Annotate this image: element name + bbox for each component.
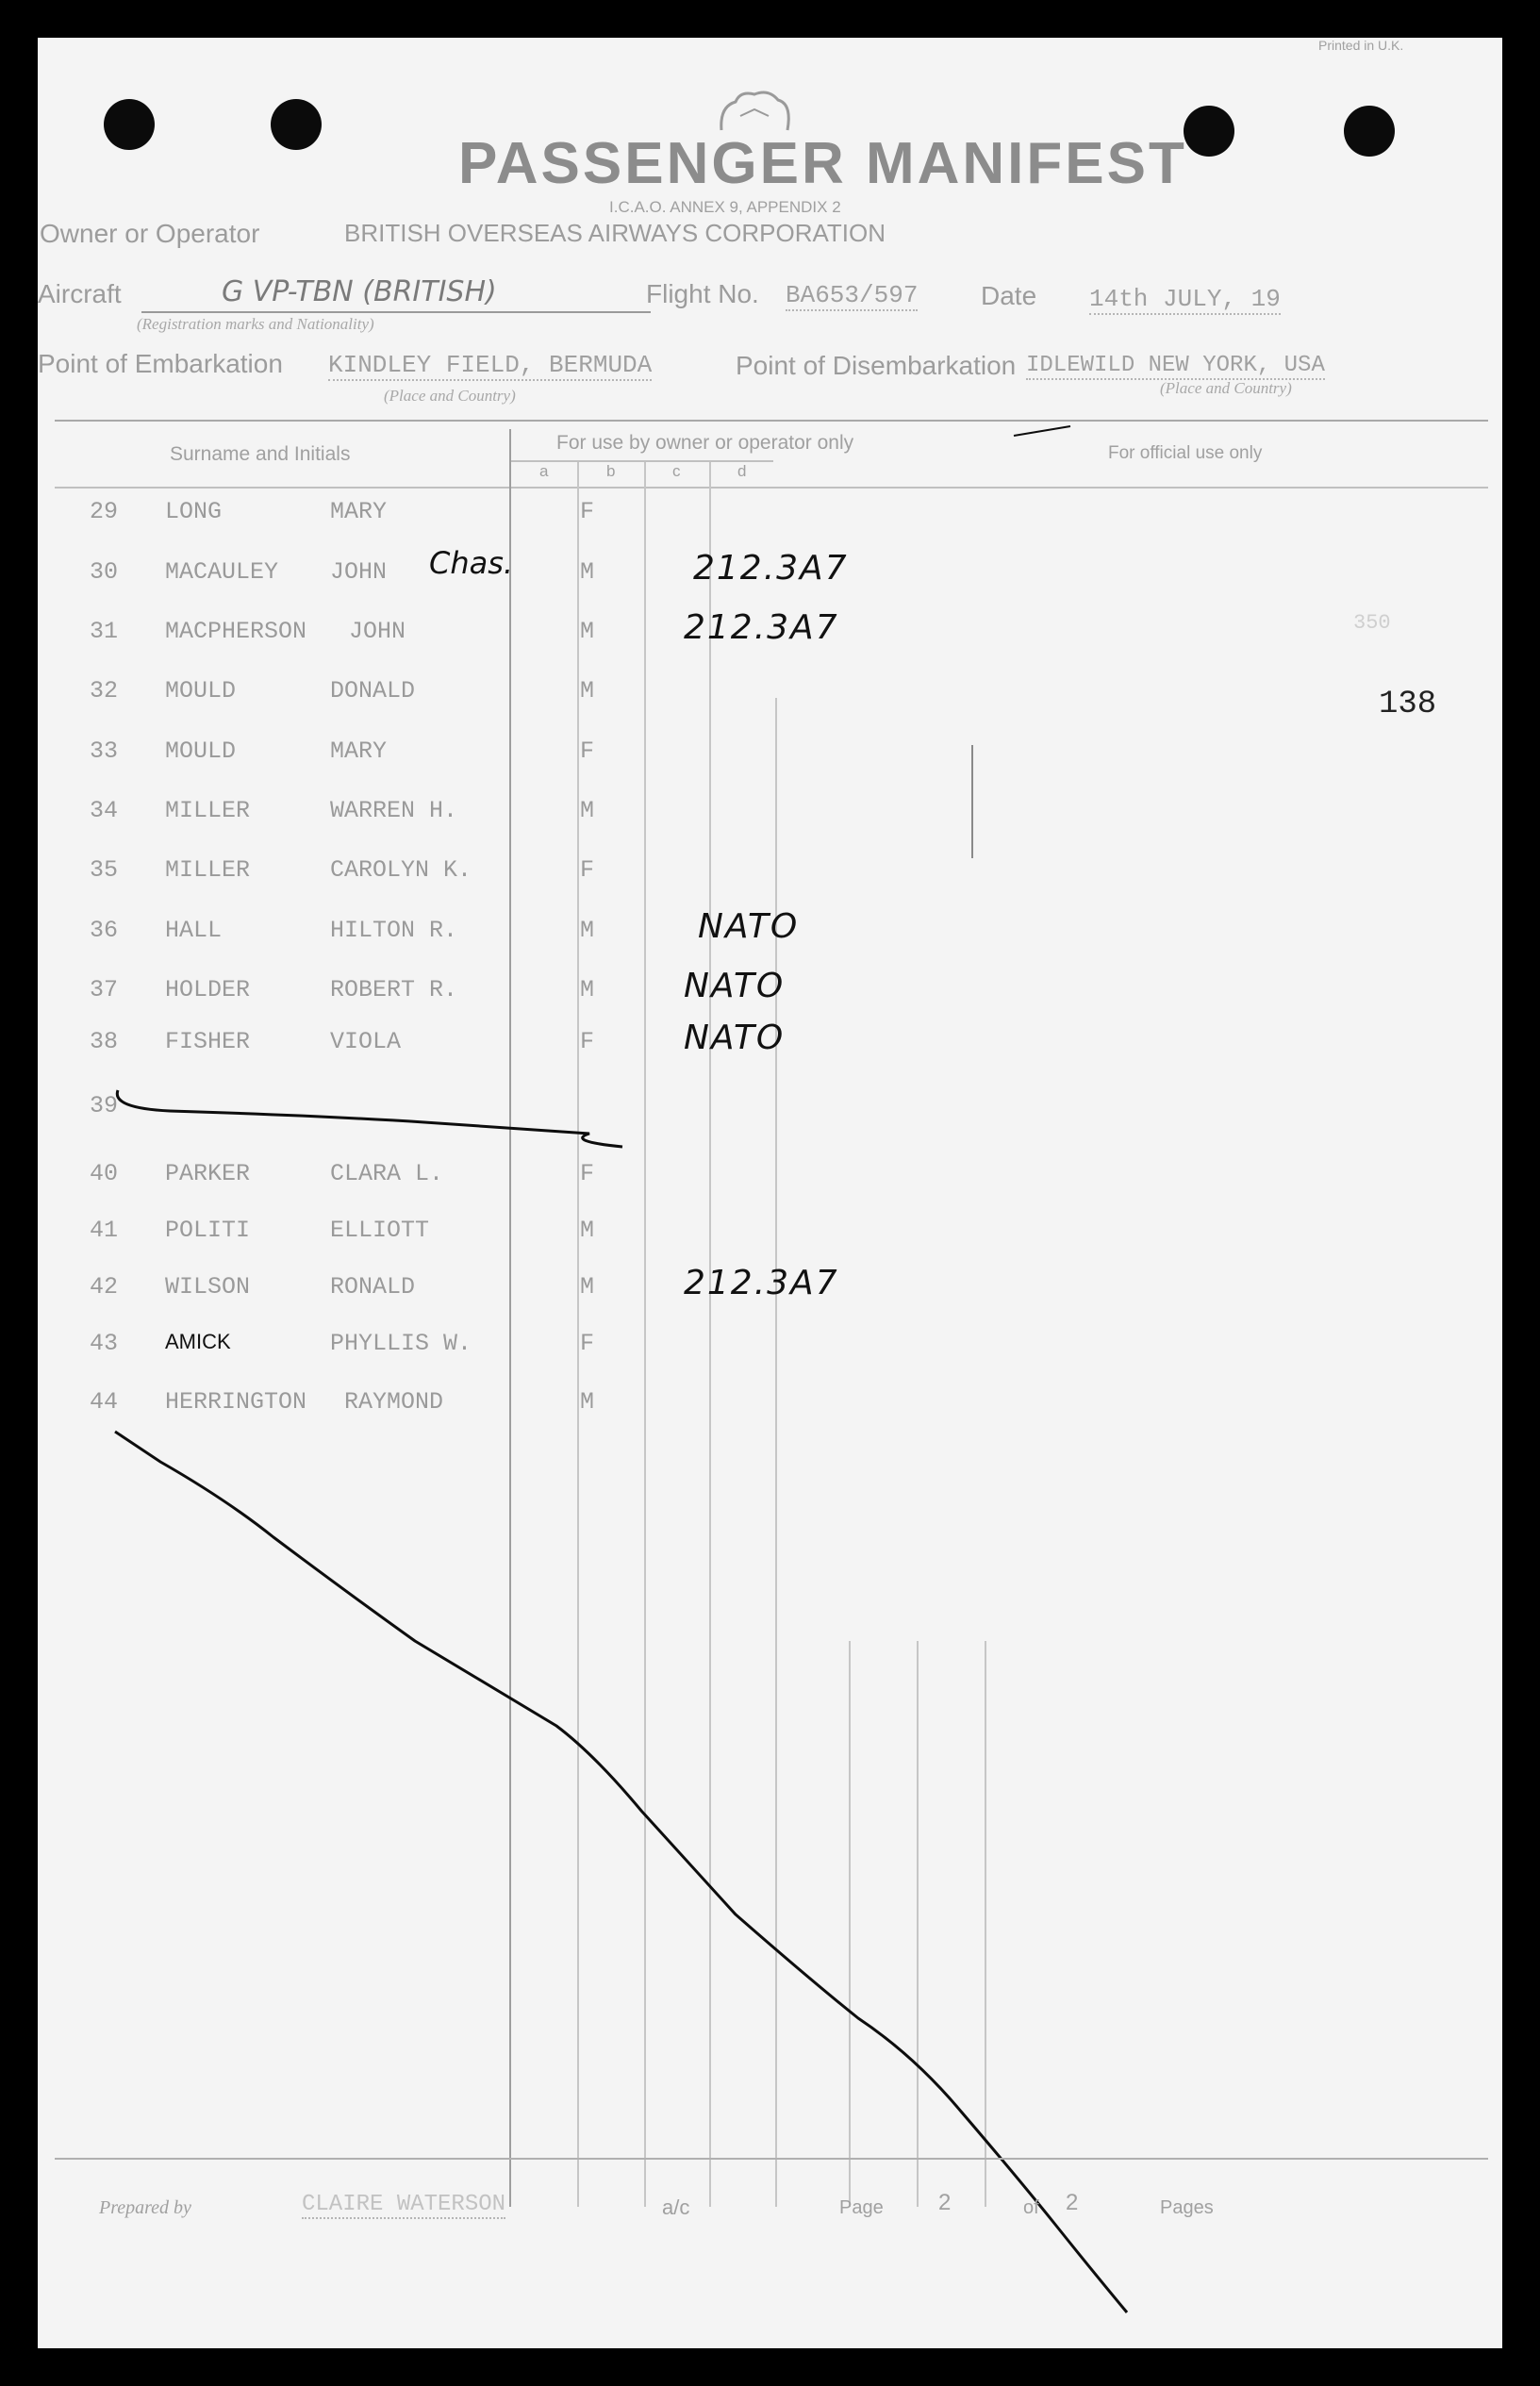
handwritten-note: Chas. [429,545,514,581]
sex: M [580,797,595,824]
row-number: 38 [90,1028,119,1055]
handwritten-code: 212.3A7 [693,549,849,588]
date-label: Date [981,281,1037,310]
subcol-a: a [539,462,549,480]
first-name: RONALD [330,1273,416,1301]
page-title: PASSENGER MANIFEST [458,131,1187,196]
sex: F [580,1160,595,1187]
row-number: 41 [90,1217,119,1244]
disembark-sub: (Place and Country) [1160,379,1292,397]
aircraft-label: Aircraft [38,279,122,308]
strike-lines [38,38,1502,2348]
handwritten-code: 212.3A7 [684,1264,839,1302]
disembark-value: IDLEWILD NEW YORK, USA [1026,353,1325,378]
first-name: RAYMOND [344,1388,444,1416]
surname: HOLDER [165,976,251,1003]
manifest-page [38,38,1502,2348]
first-name: DONALD [330,677,416,704]
flight-value: BA653/597 [786,281,919,309]
sex: F [580,737,595,765]
sex: M [580,976,595,1003]
sex: M [580,1388,595,1416]
surname: MACPHERSON [165,618,307,645]
surname: PARKER [165,1160,251,1187]
faint-number: 350 [1353,611,1391,635]
embark-sub: (Place and Country) [384,387,516,405]
sex: M [580,618,595,645]
prepared-value: CLAIRE WATERSON [302,2192,506,2217]
row-number: 42 [90,1273,119,1301]
subcol-c: c [672,462,681,480]
row-number: 35 [90,856,119,884]
first-name: HILTON R. [330,917,458,944]
row-number: 36 [90,917,119,944]
surname: AMICK [165,1330,231,1353]
sex: M [580,558,595,586]
embark-label: Point of Embarkation [38,349,283,378]
first-name: WARREN H. [330,797,458,824]
owner-label: Owner or Operator [40,219,260,248]
surname: LONG [165,498,223,525]
surname: MILLER [165,797,251,824]
page-number: 138 [1379,687,1437,722]
first-name: MARY [330,498,388,525]
handwritten-code: NATO [698,907,800,946]
row-number: 37 [90,976,119,1003]
ac-label: a/c [662,2195,690,2219]
surname: HALL [165,917,223,944]
pages-label: Pages [1160,2197,1214,2218]
surname: POLITI [165,1217,251,1244]
surname-header: Surname and Initials [170,443,351,465]
row-number: 31 [90,618,119,645]
prepared-label: Prepared by [99,2197,191,2218]
surname: MOULD [165,737,237,765]
handwritten-code: NATO [684,967,786,1005]
page-label: Page [839,2197,884,2218]
first-name: ELLIOTT [330,1217,430,1244]
embark-value: KINDLEY FIELD, BERMUDA [328,351,653,379]
sex: M [580,1273,595,1301]
surname: WILSON [165,1273,251,1301]
row-number: 29 [90,498,119,525]
row-number: 32 [90,677,119,704]
first-name: CLARA L. [330,1160,444,1187]
first-name: PHYLLIS W. [330,1330,472,1357]
subcol-b: b [606,462,616,480]
first-name: MARY [330,737,388,765]
pages-value: 2 [1066,2190,1079,2215]
first-name: JOHN [349,618,406,645]
surname: MILLER [165,856,251,884]
sex: M [580,917,595,944]
first-name: ROBERT R. [330,976,458,1003]
of-label: of [1023,2197,1039,2218]
page-value: 2 [938,2190,952,2215]
handwritten-code: 212.3A7 [684,608,839,647]
row-number: 30 [90,558,119,586]
footer-rule [55,2158,1488,2160]
row-number: 43 [90,1330,119,1357]
disembark-label: Point of Disembarkation [736,351,1017,380]
row-number: 40 [90,1160,119,1187]
subcol-d: d [737,462,747,480]
surname: MACAULEY [165,558,279,586]
sex: F [580,498,595,525]
surname: FISHER [165,1028,251,1055]
row-number: 44 [90,1388,119,1416]
first-name: CAROLYN K. [330,856,472,884]
flight-label: Flight No. [646,279,759,308]
sex: F [580,1330,595,1357]
first-name: JOHN [330,558,388,586]
surname: HERRINGTON [165,1388,307,1416]
official-use-header: For official use only [1108,443,1263,463]
row-number: 34 [90,797,119,824]
sex: M [580,1217,595,1244]
sex: F [580,856,595,884]
sex: F [580,1028,595,1055]
surname: MOULD [165,677,237,704]
handwritten-code: NATO [684,1019,786,1057]
date-value: 14th JULY, 19 [1089,285,1281,313]
first-name: VIOLA [330,1028,402,1055]
annex-line: I.C.A.O. ANNEX 9, APPENDIX 2 [609,198,841,216]
row-number: 33 [90,737,119,765]
owner-value: BRITISH OVERSEAS AIRWAYS CORPORATION [344,219,886,247]
owner-use-header: For use by owner or operator only [556,432,854,454]
aircraft-value: G VP-TBN (BRITISH) [222,275,497,308]
corner-note: Printed in U.K. [1318,38,1404,53]
aircraft-sub: (Registration marks and Nationality) [137,315,374,333]
row-number: 39 [90,1092,119,1119]
sex: M [580,677,595,704]
